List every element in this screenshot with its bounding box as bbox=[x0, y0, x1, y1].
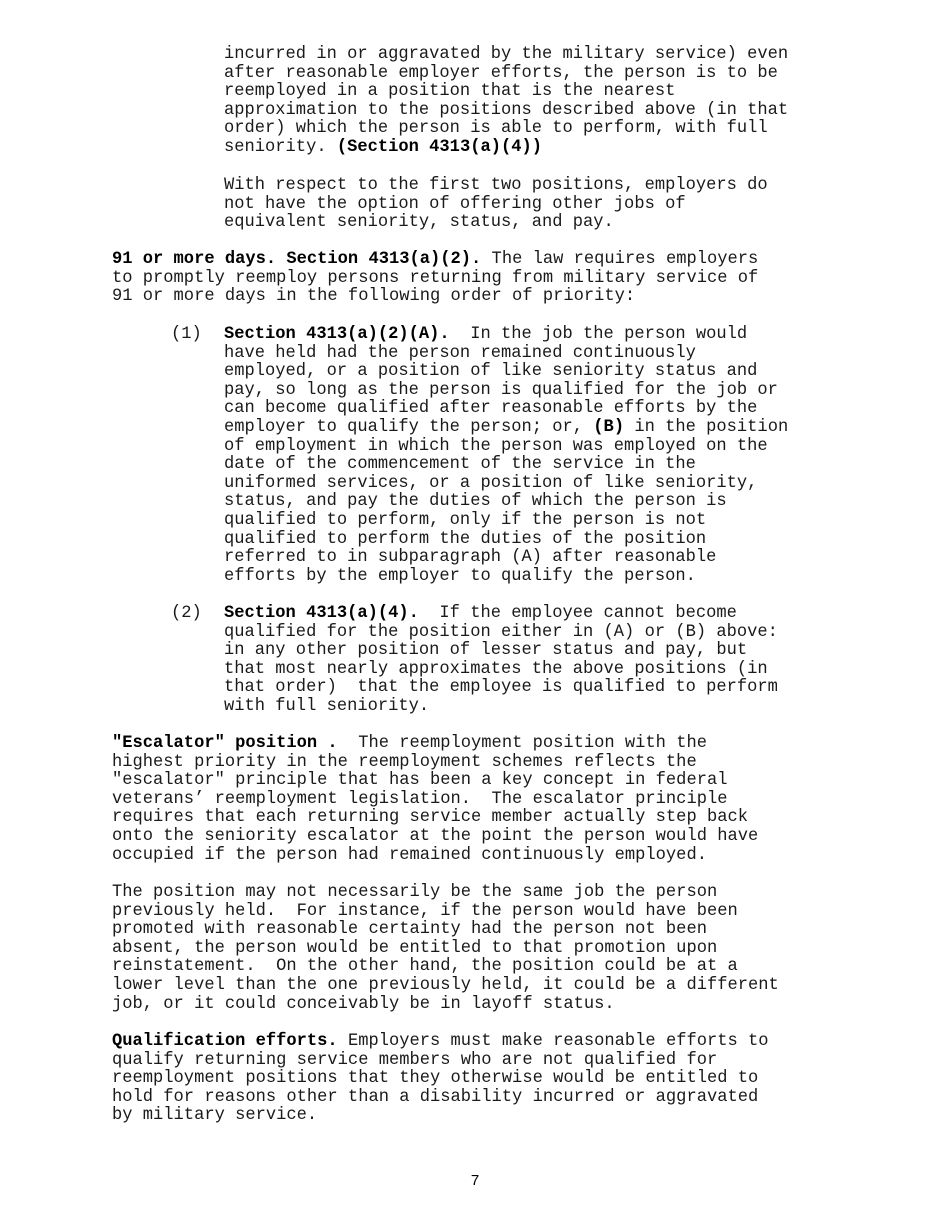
text-line: job, or it could conceivably be in layoff status. bbox=[112, 994, 615, 1014]
section-reference: (Section 4313(a)(4)) bbox=[336, 137, 543, 157]
text-line: qualify returning service members who are not qualified for bbox=[112, 1050, 718, 1070]
text-line: If the employee cannot become bbox=[418, 604, 737, 623]
text-line: onto the seniority escalator at the point the person would have bbox=[112, 826, 759, 846]
qualification-paragraph bbox=[112, 1033, 769, 1126]
text-line: lower level than the one previously held, it could be a different bbox=[112, 975, 779, 995]
text-line: employer to qualify the person; or, bbox=[224, 417, 594, 437]
text-line: In the job the person would bbox=[449, 325, 748, 344]
text-line: that most nearly approximates the above positions (in bbox=[224, 659, 768, 679]
intro-continuation bbox=[224, 46, 788, 158]
text-line: "escalator" principle that has been a key concept in federal bbox=[112, 771, 728, 791]
text-line: previously held. For instance, if the person would have been bbox=[112, 901, 738, 921]
text-line: absent, the person would be entitled to that promotion upon bbox=[112, 938, 718, 958]
text-line: in any other position of lesser status and pay, but bbox=[224, 641, 748, 661]
text-line: efforts by the employer to qualify the person. bbox=[224, 566, 696, 586]
text-line: 91 or more days in the following order of priority: bbox=[112, 287, 636, 307]
text-line: Employers must make reasonable efforts to bbox=[337, 1032, 769, 1051]
text-line: employed, or a position of like seniority status and bbox=[224, 362, 758, 382]
text-line: The reemployment position with the bbox=[337, 734, 707, 753]
subparagraph-marker: (B) bbox=[593, 417, 625, 437]
text-line: uniformed services, or a position of like seniority, bbox=[224, 473, 758, 493]
text-line: date of the commencement of the service in the bbox=[224, 455, 696, 475]
text-line: With respect to the first two positions, employers do bbox=[224, 176, 768, 195]
text-line: hold for reasons other than a disability incurred or aggravated bbox=[112, 1087, 759, 1107]
text-line: to promptly reemploy persons returning from military service of bbox=[112, 268, 759, 288]
priority-item-1 bbox=[224, 326, 788, 586]
priority-item-2 bbox=[224, 605, 778, 717]
text-line: qualified to perform, only if the person is not bbox=[224, 510, 707, 530]
text-line: with full seniority. bbox=[224, 696, 430, 716]
text-line: in the position bbox=[624, 417, 789, 437]
text-line: referred to in subparagraph (A) after reasonable bbox=[224, 548, 717, 568]
text-line: reinstatement. On the other hand, the position could be at a bbox=[112, 957, 738, 977]
text-line: requires that each returning service member actually step back bbox=[112, 808, 748, 828]
text-line: qualified to perform the duties of the position bbox=[224, 529, 707, 549]
text-line: veterans’ reemployment legislation. The escalator principle bbox=[112, 789, 728, 809]
escalator-paragraph bbox=[112, 735, 758, 865]
item-heading: Section 4313(a)(2)(A). bbox=[224, 325, 450, 344]
text-line: incurred in or aggravated by the military service) even bbox=[224, 45, 789, 64]
text-line: after reasonable employer efforts, the person is to be bbox=[224, 63, 778, 83]
text-line: by military service. bbox=[112, 1106, 318, 1126]
first-two-positions-note bbox=[224, 177, 768, 233]
item-heading: Section 4313(a)(4). bbox=[224, 604, 419, 623]
text-line: occupied if the person had remained continuously employed. bbox=[112, 845, 707, 865]
text-line: qualified for the position either in (A) or (B) above: bbox=[224, 622, 778, 642]
paragraph-heading: "Escalator" position . bbox=[112, 734, 338, 753]
text-line: have held had the person remained continuously bbox=[224, 343, 696, 363]
text-line: status, and pay the duties of which the person is bbox=[224, 492, 727, 512]
text-line: seniority. bbox=[224, 137, 337, 157]
text-line: that order) that the employee is qualified to perform bbox=[224, 678, 778, 698]
text-line: pay, so long as the person is qualified for the job or bbox=[224, 380, 778, 400]
text-line: The position may not necessarily be the same job the person bbox=[112, 883, 718, 902]
text-line: highest priority in the reemployment schemes reflects the bbox=[112, 752, 697, 772]
page-number: 7 bbox=[470, 1172, 480, 1189]
text-line: The law requires employers bbox=[481, 250, 759, 269]
position-note-paragraph bbox=[112, 884, 779, 1014]
paragraph-heading: Qualification efforts. bbox=[112, 1032, 338, 1051]
text-line: reemployed in a position that is the nearest bbox=[224, 82, 676, 102]
text-line: order) which the person is able to perform, with full bbox=[224, 119, 768, 139]
text-line: reemployment positions that they otherwise would be entitled to bbox=[112, 1069, 759, 1089]
ninety-one-days-paragraph bbox=[112, 251, 758, 307]
text-line: promoted with reasonable certainty had the person not been bbox=[112, 920, 707, 940]
text-line: equivalent seniority, status, and pay. bbox=[224, 213, 614, 233]
priority-item-marker: (1) bbox=[171, 325, 202, 344]
priority-item-marker: (2) bbox=[171, 604, 202, 623]
text-line: can become qualified after reasonable efforts by the bbox=[224, 399, 758, 419]
text-line: approximation to the positions described above (in that bbox=[224, 100, 789, 120]
text-line: not have the option of offering other jobs of bbox=[224, 194, 686, 214]
paragraph-heading: 91 or more days. Section 4313(a)(2). bbox=[112, 250, 482, 269]
text-line: of employment in which the person was employed on the bbox=[224, 436, 768, 456]
